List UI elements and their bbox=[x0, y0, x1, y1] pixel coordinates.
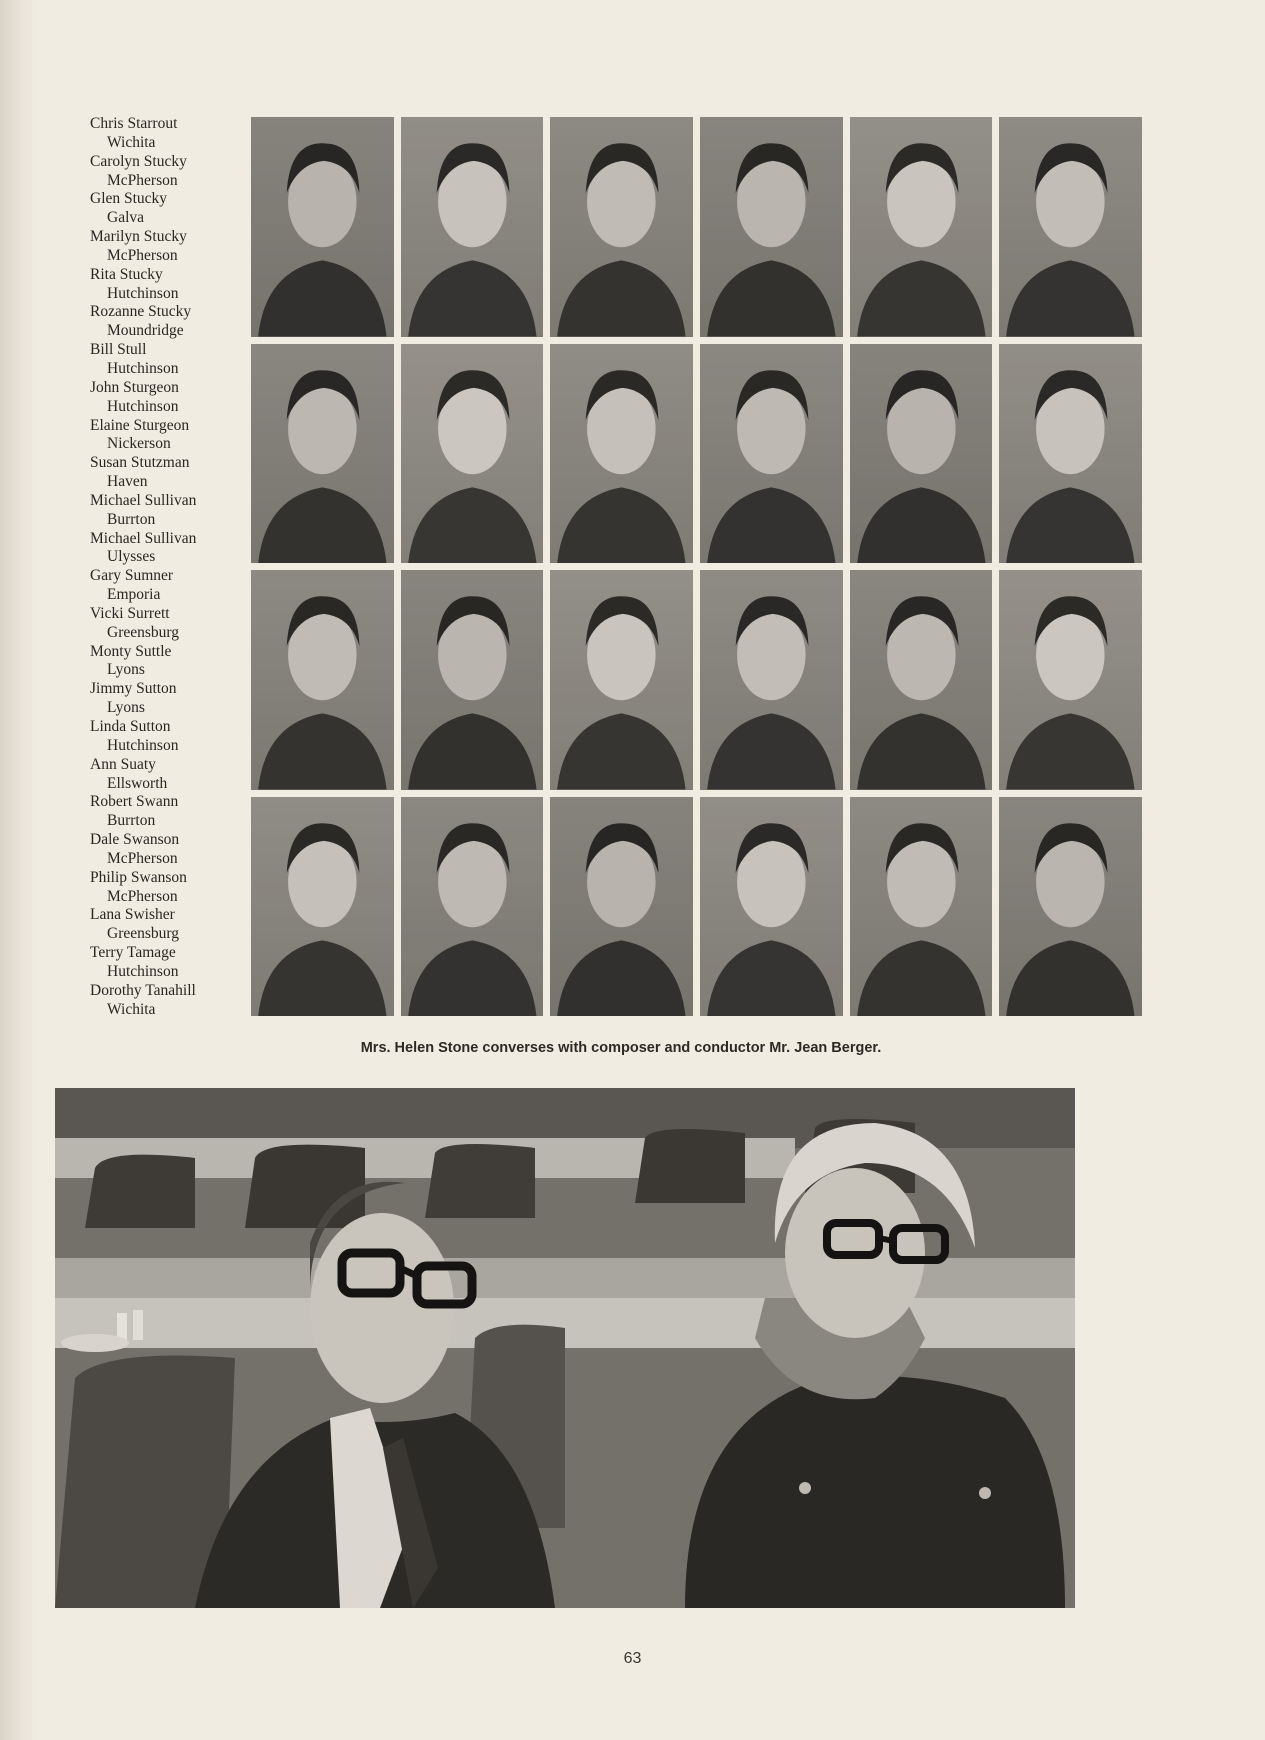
portrait-silhouette bbox=[401, 117, 544, 337]
portrait-silhouette bbox=[550, 797, 693, 1017]
student-portrait bbox=[850, 344, 993, 564]
student-name: Vicki Surrett bbox=[90, 604, 170, 622]
student-portrait bbox=[850, 797, 993, 1017]
student-hometown: Ellsworth bbox=[107, 774, 168, 792]
student-name: Lana Swisher bbox=[90, 906, 175, 924]
portrait-silhouette bbox=[850, 344, 993, 564]
student-name: Linda Sutton bbox=[90, 718, 171, 735]
student-hometown: McPherson bbox=[107, 246, 178, 264]
student-portrait bbox=[251, 570, 394, 790]
student-hometown: Hutchinson bbox=[107, 736, 179, 754]
student-hometown: Wichita bbox=[107, 133, 156, 151]
binding-gutter bbox=[0, 0, 40, 1740]
student-hometown: Emporia bbox=[107, 586, 161, 604]
student-hometown: Hutchinson bbox=[107, 397, 179, 415]
student-hometown: Hutchinson bbox=[107, 284, 179, 302]
student-portrait bbox=[999, 570, 1142, 790]
student-portrait bbox=[251, 344, 394, 564]
student-portrait bbox=[999, 344, 1142, 564]
portrait-silhouette bbox=[251, 797, 394, 1017]
student-hometown: Lyons bbox=[107, 699, 145, 717]
candid-photo bbox=[55, 1088, 1075, 1608]
student-portrait bbox=[550, 117, 693, 337]
portrait-silhouette bbox=[550, 344, 693, 564]
student-portrait bbox=[550, 797, 693, 1017]
student-portrait bbox=[401, 117, 544, 337]
student-portrait bbox=[550, 344, 693, 564]
student-hometown: Wichita bbox=[107, 1000, 156, 1018]
student-hometown: Moundridge bbox=[107, 322, 184, 340]
student-hometown: Greensburg bbox=[107, 623, 180, 641]
student-hometown: Ulysses bbox=[107, 548, 156, 566]
student-portrait bbox=[850, 117, 993, 337]
student-portrait bbox=[251, 797, 394, 1017]
student-name: John Sturgeon bbox=[90, 378, 179, 396]
student-portrait bbox=[550, 570, 693, 790]
student-hometown: McPherson bbox=[107, 171, 178, 189]
portrait-silhouette bbox=[550, 570, 693, 790]
student-name: Rozanne Stucky bbox=[90, 303, 192, 321]
student-name: Carolyn Stucky bbox=[90, 152, 187, 170]
student-name: Susan Stutzman bbox=[90, 454, 190, 472]
student-portrait bbox=[850, 570, 993, 790]
student-hometown: McPherson bbox=[107, 849, 178, 867]
portrait-silhouette bbox=[700, 344, 843, 564]
page-number: 63 bbox=[623, 1650, 642, 1667]
student-portrait bbox=[251, 117, 394, 337]
student-name: Michael Sullivan bbox=[90, 529, 197, 547]
portrait-silhouette bbox=[999, 117, 1142, 337]
student-name: Rita Stucky bbox=[90, 265, 163, 283]
portrait-silhouette bbox=[700, 570, 843, 790]
student-hometown: Haven bbox=[107, 473, 148, 491]
portrait-silhouette bbox=[850, 570, 993, 790]
student-portrait bbox=[700, 570, 843, 790]
student-portrait bbox=[401, 570, 544, 790]
student-name-list bbox=[90, 115, 240, 1020]
portrait-silhouette bbox=[251, 117, 394, 337]
student-hometown: Greensburg bbox=[107, 925, 180, 943]
portrait-silhouette bbox=[700, 797, 843, 1017]
portrait-silhouette bbox=[700, 117, 843, 337]
portrait-silhouette bbox=[251, 570, 394, 790]
student-hometown: Nickerson bbox=[107, 435, 171, 453]
student-name: Gary Sumner bbox=[90, 567, 174, 585]
student-name: Ann Suaty bbox=[90, 755, 156, 773]
portrait-silhouette bbox=[401, 570, 544, 790]
student-hometown: Galva bbox=[107, 209, 145, 227]
portrait-silhouette bbox=[999, 797, 1142, 1017]
student-portrait bbox=[700, 797, 843, 1017]
student-hometown: Hutchinson bbox=[107, 359, 179, 377]
portrait-grid bbox=[251, 117, 1142, 1016]
portrait-silhouette bbox=[850, 797, 993, 1017]
student-name: Marilyn Stucky bbox=[90, 228, 187, 246]
student-portrait bbox=[999, 117, 1142, 337]
photo-caption: Mrs. Helen Stone converses with composer and conductor Mr. Jean Berger. bbox=[360, 1040, 882, 1056]
portrait-silhouette bbox=[550, 117, 693, 337]
student-portrait bbox=[401, 344, 544, 564]
student-name: Terry Tamage bbox=[90, 944, 176, 962]
portrait-silhouette bbox=[251, 344, 394, 564]
student-portrait bbox=[700, 344, 843, 564]
student-name: Elaine Sturgeon bbox=[90, 416, 190, 434]
student-name: Chris Starrout bbox=[90, 115, 178, 132]
student-hometown: Burrton bbox=[107, 812, 156, 830]
student-name: Dorothy Tanahill bbox=[90, 981, 196, 999]
student-name: Robert Swann bbox=[90, 793, 179, 811]
student-hometown: Burrton bbox=[107, 510, 156, 528]
portrait-silhouette bbox=[850, 117, 993, 337]
student-name: Jimmy Sutton bbox=[90, 680, 177, 698]
portrait-silhouette bbox=[401, 797, 544, 1017]
student-hometown: Hutchinson bbox=[107, 962, 179, 980]
student-portrait bbox=[999, 797, 1142, 1017]
student-name: Dale Swanson bbox=[90, 831, 180, 849]
student-name: Michael Sullivan bbox=[90, 491, 197, 509]
student-hometown: McPherson bbox=[107, 887, 178, 905]
student-portrait bbox=[401, 797, 544, 1017]
student-name: Monty Suttle bbox=[90, 642, 172, 660]
student-name: Glen Stucky bbox=[90, 190, 168, 208]
student-hometown: Lyons bbox=[107, 661, 145, 679]
portrait-silhouette bbox=[999, 570, 1142, 790]
student-name: Bill Stull bbox=[90, 341, 147, 359]
student-name: Philip Swanson bbox=[90, 868, 187, 886]
portrait-silhouette bbox=[999, 344, 1142, 564]
cafeteria-scene bbox=[55, 1088, 1075, 1608]
portrait-silhouette bbox=[401, 344, 544, 564]
student-portrait bbox=[700, 117, 843, 337]
